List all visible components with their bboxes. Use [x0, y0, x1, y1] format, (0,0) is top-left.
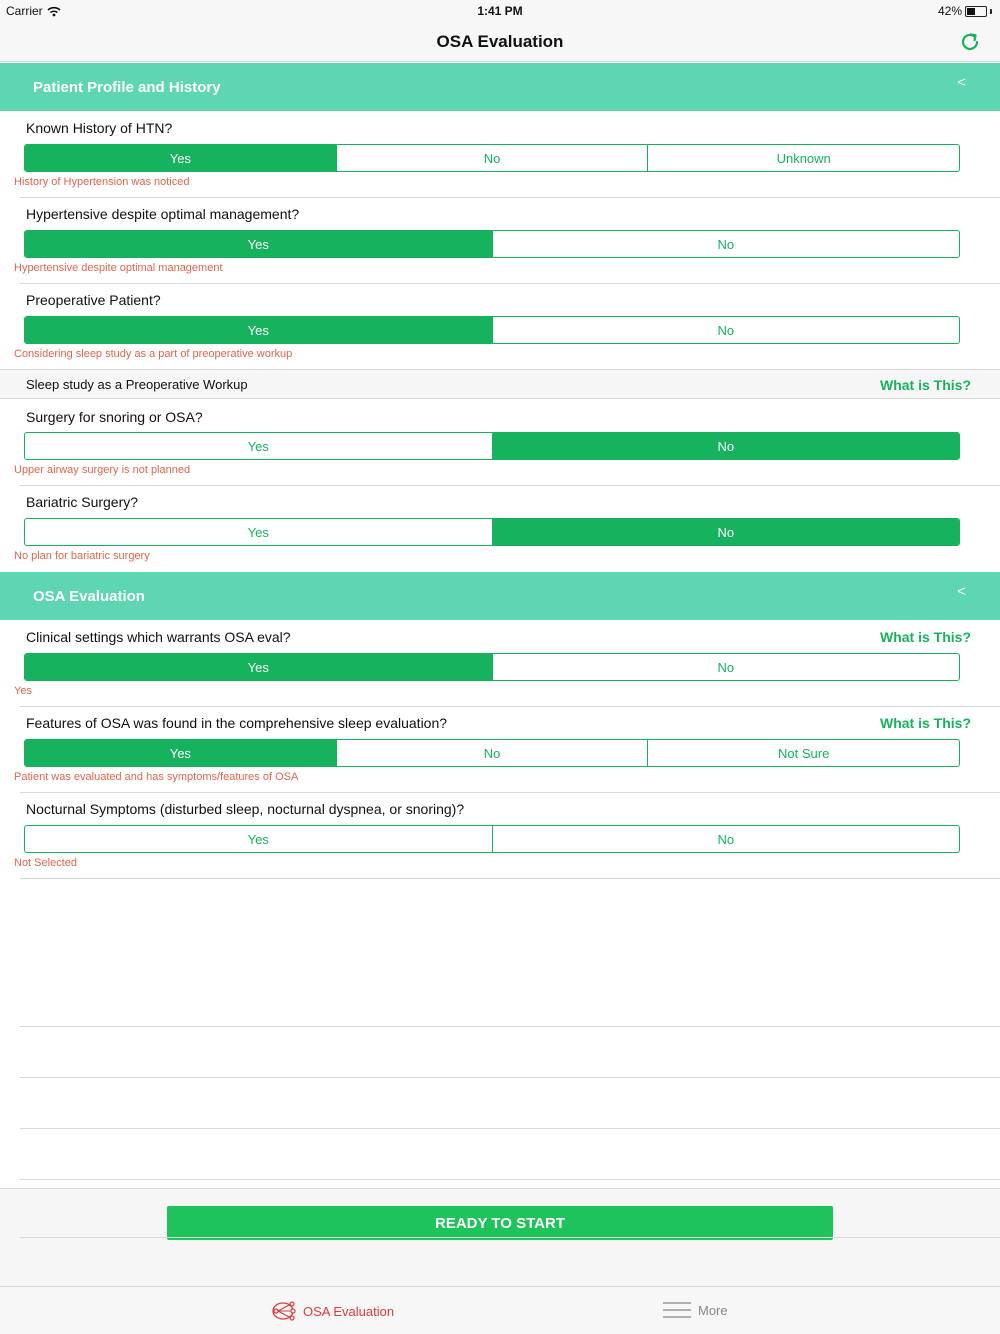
collapse-chevron-icon[interactable]: < — [957, 74, 966, 91]
ready-to-start-button[interactable]: READY TO START — [167, 1206, 833, 1240]
option-yes[interactable]: Yes — [25, 231, 493, 257]
question-label-osa-features: Features of OSA was found in the comprehensive sleep evaluation? — [26, 715, 448, 731]
page-title: OSA Evaluation — [436, 32, 564, 51]
segmented-control-nocturnal-symptoms — [24, 825, 960, 853]
divider — [20, 1179, 1000, 1180]
segmented-control-clinical-settings — [24, 653, 960, 681]
divider — [20, 792, 1000, 793]
battery-fill — [967, 8, 975, 15]
option-yes[interactable]: Yes — [25, 826, 493, 852]
segmented-control-htn — [24, 144, 960, 172]
tab-more[interactable] — [662, 1299, 728, 1321]
battery-icon — [965, 6, 987, 17]
refresh-icon[interactable] — [958, 30, 982, 54]
answer-note-nocturnal-symptoms: Not Selected — [14, 857, 77, 869]
divider — [20, 1077, 1000, 1078]
divider — [20, 706, 1000, 707]
option-yes[interactable]: Yes — [25, 145, 337, 171]
option-no[interactable]: No — [337, 145, 649, 171]
question-label-snoring-surgery: Surgery for snoring or OSA? — [26, 409, 203, 425]
question-label-nocturnal-symptoms: Nocturnal Symptoms (disturbed sleep, nocturnal dyspnea, or snoring)? — [26, 801, 465, 817]
info-row-label: Sleep study as a Preoperative Workup — [26, 377, 248, 392]
question-label-clinical-settings: Clinical settings which warrants OSA eval? — [26, 629, 291, 645]
answer-note-osa-features: Patient was evaluated and has symptoms/features of OSA — [14, 771, 299, 783]
battery-percent: 42% — [937, 4, 962, 18]
divider — [20, 197, 1000, 198]
what-is-this-link[interactable]: What is This? — [880, 629, 971, 645]
section-title: Patient Profile and History — [33, 79, 221, 96]
answer-note-hypertensive: Hypertensive despite optimal management — [14, 262, 223, 274]
status-time: 1:41 PM — [477, 4, 523, 18]
divider — [20, 1026, 1000, 1027]
tab-label: More — [698, 1302, 728, 1318]
network-icon — [271, 1299, 297, 1323]
menu-icon — [662, 1299, 692, 1321]
battery-indicator — [938, 4, 992, 18]
question-label-htn: Known History of HTN? — [26, 120, 173, 136]
divider — [20, 283, 1000, 284]
answer-note-bariatric: No plan for bariatric surgery — [14, 550, 150, 562]
segmented-control-snoring-surgery — [24, 432, 960, 460]
answer-note-preoperative: Considering sleep study as a part of preoperative workup — [14, 348, 293, 360]
option-not-sure[interactable]: Not Sure — [778, 745, 830, 761]
option-yes[interactable]: Yes — [25, 740, 337, 766]
carrier-label: Carrier — [6, 4, 43, 18]
option-no[interactable]: No — [493, 433, 960, 459]
segmented-control-preoperative — [24, 316, 960, 344]
segmented-control-osa-features — [24, 739, 960, 767]
divider — [20, 1237, 1000, 1238]
tab-osa-evaluation[interactable] — [271, 1299, 394, 1323]
option-no[interactable]: No — [717, 236, 735, 252]
question-label-hypertensive: Hypertensive despite optimal management? — [26, 206, 300, 222]
option-no[interactable]: No — [717, 322, 735, 338]
option-no[interactable]: No — [493, 519, 960, 545]
option-yes[interactable]: Yes — [25, 519, 493, 545]
divider — [20, 485, 1000, 486]
answer-note-clinical-settings: Yes — [14, 685, 32, 697]
option-no[interactable]: No — [717, 659, 735, 675]
segmented-control-bariatric — [24, 518, 960, 546]
navigation-bar — [0, 22, 1000, 62]
option-yes[interactable]: Yes — [25, 654, 493, 680]
collapse-chevron-icon[interactable]: < — [957, 583, 966, 600]
option-unknown[interactable]: Unknown — [776, 150, 831, 166]
battery-tip — [990, 9, 992, 14]
option-yes[interactable]: Yes — [25, 433, 493, 459]
option-no[interactable]: No — [717, 831, 735, 847]
status-bar — [0, 0, 1000, 22]
tab-bar — [0, 1286, 1000, 1334]
divider — [20, 1128, 1000, 1129]
option-yes[interactable]: Yes — [25, 317, 493, 343]
info-row-sleep-study — [0, 369, 1000, 399]
what-is-this-link[interactable]: What is This? — [880, 377, 971, 393]
segmented-control-hypertensive — [24, 230, 960, 258]
tab-label: OSA Evaluation — [303, 1303, 395, 1319]
question-label-preoperative: Preoperative Patient? — [26, 292, 161, 308]
divider — [20, 878, 1000, 879]
section-header-patient-profile[interactable] — [0, 63, 1000, 111]
section-title: OSA Evaluation — [33, 588, 145, 605]
what-is-this-link[interactable]: What is This? — [880, 715, 971, 731]
section-header-osa-evaluation[interactable] — [0, 572, 1000, 620]
footer — [0, 1188, 1000, 1286]
answer-note-snoring-surgery: Upper airway surgery is not planned — [14, 464, 191, 476]
question-label-bariatric: Bariatric Surgery? — [26, 494, 139, 510]
option-no[interactable]: No — [337, 740, 649, 766]
answer-note-htn: History of Hypertension was noticed — [14, 176, 190, 188]
